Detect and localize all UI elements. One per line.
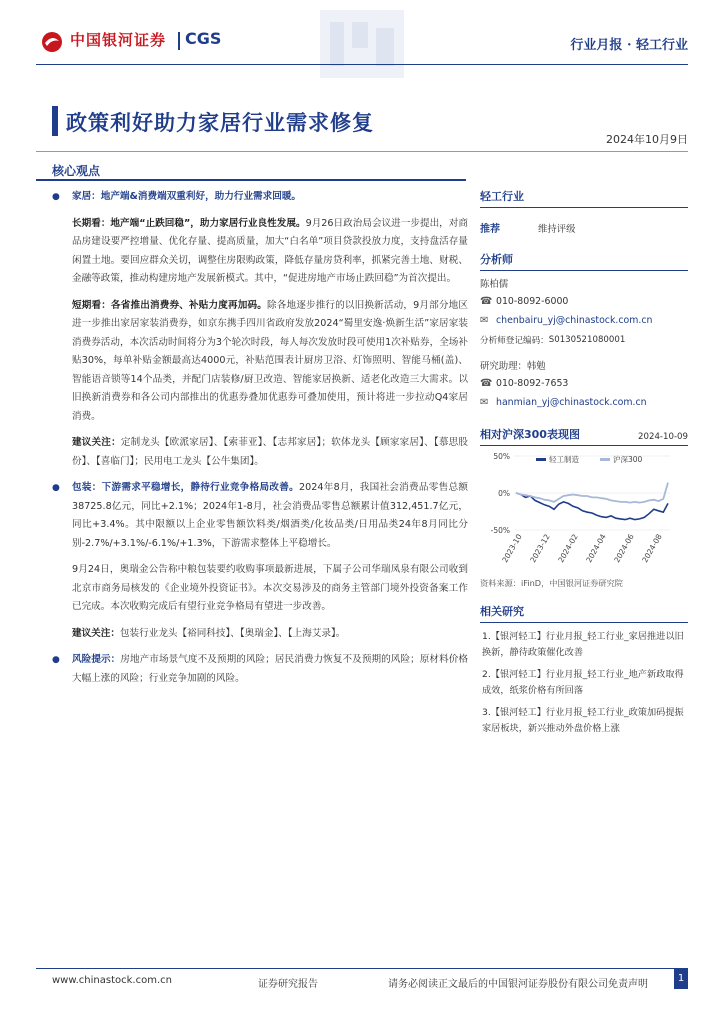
chart-legend-label: 轻工制造 xyxy=(549,455,579,464)
paragraph-short-term xyxy=(52,297,468,427)
paragraph-packaging-picks xyxy=(52,625,468,644)
rating-label: 推荐 xyxy=(480,224,500,235)
phone-icon: ☎ xyxy=(480,378,493,389)
packaging-picks-text: 包装行业龙头【裕同科技】、【奥瑞金】、【上海艾录】。 xyxy=(119,627,346,639)
analyst-name-text: 陈柏儒 xyxy=(480,278,509,290)
bullet-packaging xyxy=(52,479,468,553)
risk-lead: 风险提示： xyxy=(72,654,121,665)
related-item[interactable]: 3.【银河轻工】行业月报_轻工行业_政策加码提振家居板块，新兴推动外盘价格上涨 xyxy=(482,707,684,734)
rating-row xyxy=(480,218,688,237)
home-picks-text: 定制龙头【欧派家居】、【索菲亚】、【志邦家居】；软体龙头【顾家家居】、【慕思股份】、【喜临门】；民用电工龙头【公牛集团】。 xyxy=(72,437,468,467)
packaging-text: 2024年8月，我国社会消费品零售总额38725.8亿元，同比+2.1%；2024年1-8月，社会消费品零售总额累计值312,451.7亿元，同比+3.4%。其中限额以上企业零售额饮料类/烟酒类/化妆品类/日用品类24年8月同比分别-2.7%/+3.1%/-6.1%/+1.3%，下游需求整体上平稳增长。 xyxy=(72,482,468,549)
main-content xyxy=(52,188,468,696)
title-divider xyxy=(36,151,688,152)
chart-legend-swatch xyxy=(600,458,610,461)
home-picks-lead: 建议关注： xyxy=(72,437,121,448)
footer-url[interactable]: www.chinastock.com.cn xyxy=(52,975,172,986)
mail-icon: ✉ xyxy=(480,315,489,326)
chart-x-tick-label: 2024-08 xyxy=(640,532,664,565)
bullet-home-text: 家居：地产端&消费端双重利好，助力行业需求回暖。 xyxy=(72,191,302,202)
brand-divider xyxy=(178,32,180,50)
related-item[interactable]: 1.【银河轻工】行业月报_轻工行业_家居推进以旧换新，静待政策催化改善 xyxy=(482,631,684,658)
chart-y-tick-label: 0% xyxy=(498,489,510,498)
assistant-phone: 010-8092-7653 xyxy=(496,378,569,389)
core-view-divider xyxy=(36,179,466,181)
packaging-lead: 包装：下游需求平稳增长，静待行业竞争格局改善。 xyxy=(72,482,300,493)
chart-x-tick-label: 2023-12 xyxy=(528,532,552,565)
packaging-picks-lead: 建议关注： xyxy=(72,627,120,639)
sidebar xyxy=(480,188,688,743)
brand-name-en: CGS xyxy=(185,29,222,48)
assistant-heading: 研究助理：韩勉 xyxy=(480,360,546,372)
analyst-cert-row xyxy=(480,330,688,349)
related-heading: 相关研究 xyxy=(480,603,688,623)
mail-icon: ✉ xyxy=(480,397,489,408)
orient-text: 9月24日，奥瑞金公告称中粮包装要约收购事项最新进展，下属子公司华瑞凤泉有限公司收到北京市商务局核发的《企业境外投资证书》。本次交易涉及的商务主管部门境外投资备案工作已完成。本次收购完成后有望行业竞争格局有望进一步改善。 xyxy=(72,564,468,612)
chart-date: 2024-10-09 xyxy=(638,432,688,442)
short-term-text: 除各地逐步推行的以旧换新活动，9月部分地区进一步推出家居家装消费券，如京东携手四川省政府发放2024“蜀里安逸·焕新生活”家居家装消费券活动，本次活动时间将分为3个轮次时段，每人每次发放时段可使用1次补贴券，全场补贴30%，每单补贴金额最高达4000元，补贴范围表计厨房卫浴、灯饰照明、智能马桶(盖)、智能语音锁等14个品类，并配门店装修/厨卫改造、智能家居换新、适老化改造三大需求。以旧换新消费券和各公司内部推出的优惠券叠加优惠券可叠加使用，预计将进一步拉动Q4家居消费。 xyxy=(72,299,469,422)
chart-x-tick-label: 2024-02 xyxy=(556,532,580,565)
long-term-text: 9月26日政治局会议进一步提出，对商品房建设要严控增量、优化存量、提高质量，加大“白名单”项目贷款投放力度，支持盘活存量闲置土地。要回应群众关切，调整住房限购政策，降低存量房贷利率，抓紧完善土地、财税、金融等政策，推动构建房地产发展新模式。其中，“促进房地产市场止跌回稳”为首次提出。 xyxy=(72,217,468,284)
analyst-email-row xyxy=(480,311,688,330)
analyst-cert: S0130521080001 xyxy=(548,334,626,345)
analyst-phone: 010-8092-6000 xyxy=(496,296,569,307)
footer-disclaimer: 请务必阅读正文最后的中国银河证券股份有限公司免责声明 xyxy=(388,979,648,990)
title-accent xyxy=(52,106,58,136)
assistant-phone-row xyxy=(480,374,688,393)
related-item[interactable]: 2.【银河轻工】行业月报_轻工行业_地产新政取得成效，纸浆价格有所回落 xyxy=(482,669,684,696)
chart-x-tick-label: 2024-04 xyxy=(584,532,608,565)
short-term-lead: 短期看：各省推出消费券、补贴力度再加码。 xyxy=(72,299,267,311)
chart-legend-label: 沪深300 xyxy=(613,455,643,464)
footer-report-type: 证券研究报告 xyxy=(258,979,318,990)
assistant-email-link[interactable]: hanmian_yj@chinastock.com.cn xyxy=(496,397,647,408)
analyst-heading: 分析师 xyxy=(480,251,688,271)
watermark-logo-icon xyxy=(318,8,406,80)
chart-legend-swatch xyxy=(536,458,546,461)
brand-logo-icon xyxy=(40,30,64,54)
paragraph-orient xyxy=(52,561,468,617)
chart-source: 资料来源：iFinD，中国银河证券研究院 xyxy=(480,578,623,588)
paragraph-home-picks xyxy=(52,434,468,471)
risk-text: 房地产市场景气度不及预期的风险；居民消费力恢复不及预期的风险；原材料价格大幅上涨的风险；行业竞争加剧的风险。 xyxy=(72,654,469,684)
chart-heading-row xyxy=(480,426,688,446)
bullet-home xyxy=(52,188,468,207)
chart-x-tick-label: 2023-10 xyxy=(500,532,524,565)
report-type: 行业月报 · 轻工行业 xyxy=(570,38,688,53)
relative-performance-chart xyxy=(480,448,688,576)
phone-icon: ☎ xyxy=(480,296,493,307)
analyst-cert-label: 分析师登记编码： xyxy=(480,335,549,346)
assistant-row xyxy=(480,355,688,374)
page-number: 1 xyxy=(674,969,688,989)
core-view-heading: 核心观点 xyxy=(52,164,101,178)
analyst-email-link[interactable]: chenbairu_yj@chinastock.com.cn xyxy=(496,315,653,326)
assistant-email-row xyxy=(480,393,688,412)
footer-divider xyxy=(36,968,688,969)
long-term-lead: 长期看：地产端“止跌回稳”，助力家居行业良性发展。 xyxy=(72,217,306,229)
chart-heading: 相对沪深300表现图 xyxy=(480,428,580,441)
paragraph-long-term xyxy=(52,215,468,289)
header-divider xyxy=(36,64,688,65)
industry-heading: 轻工行业 xyxy=(480,188,688,208)
page-title: 政策利好助力家居行业需求修复 xyxy=(66,110,374,135)
rating-value: 维持评级 xyxy=(538,223,576,235)
chart-x-tick-label: 2024-06 xyxy=(612,532,636,565)
report-date: 2024年10月9日 xyxy=(606,133,688,146)
brand-name: 中国银河证券 xyxy=(70,31,167,49)
related-list xyxy=(480,629,688,737)
bullet-risk xyxy=(52,651,468,688)
chart-series-line xyxy=(516,483,668,503)
chart-y-tick-label: -50% xyxy=(490,526,510,535)
analyst-name xyxy=(480,273,688,292)
analyst-phone-row xyxy=(480,292,688,311)
chart-y-tick-label: 50% xyxy=(493,452,510,461)
